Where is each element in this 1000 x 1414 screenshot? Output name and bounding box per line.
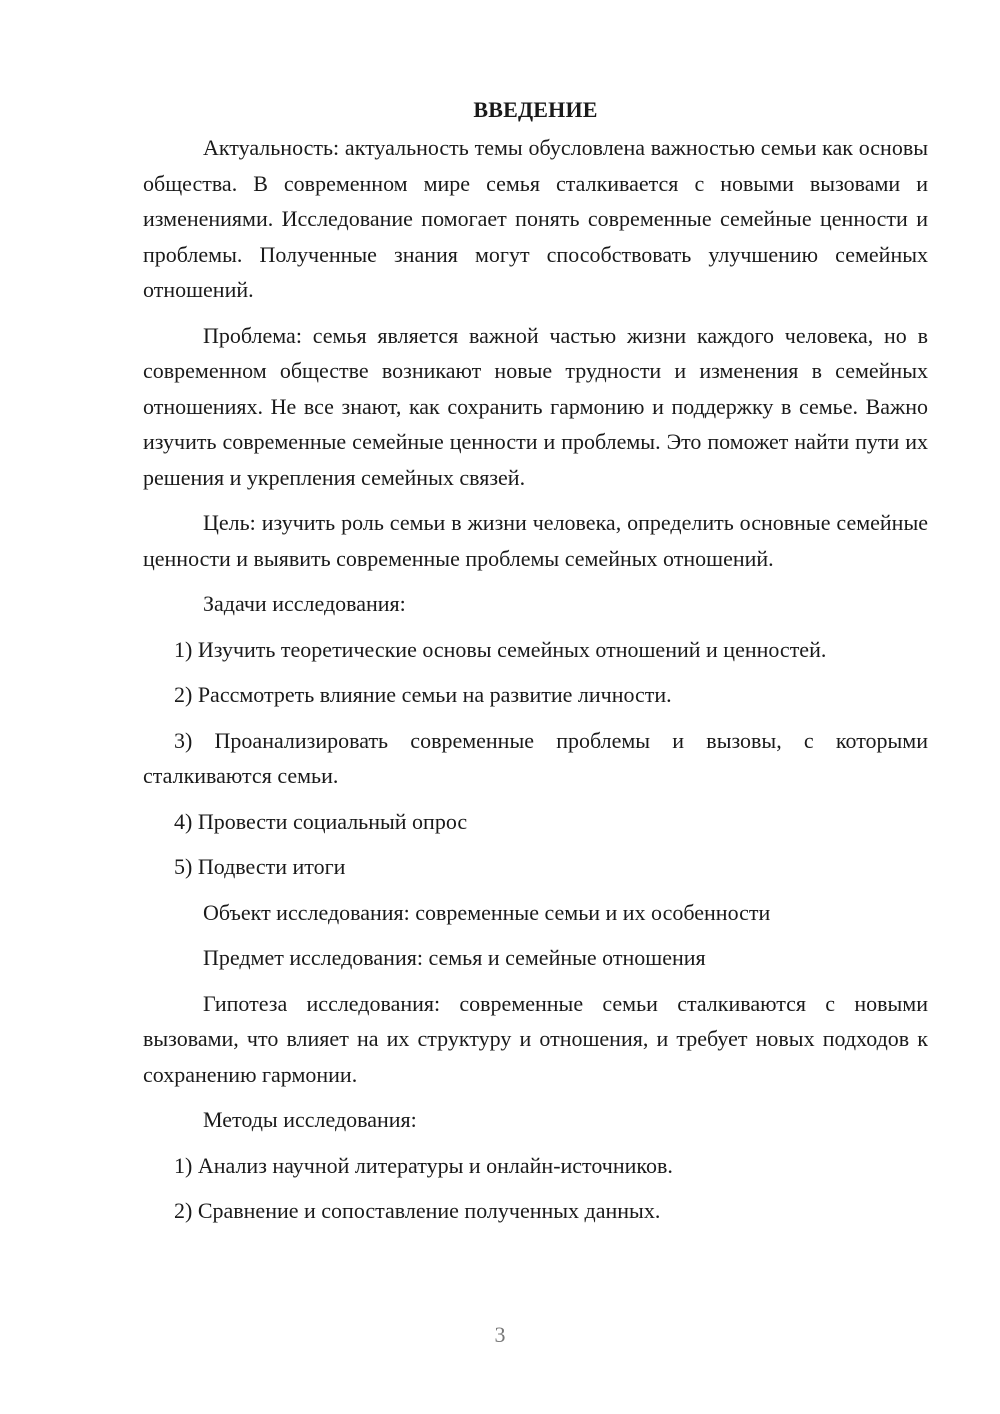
section-heading: ВВЕДЕНИЕ xyxy=(473,97,598,122)
problem-paragraph: Проблема: семья является важной частью жизни каждого человека, но в современном обществе возникают новые трудности и изменения в семейных отношениях. Не все знают, как сохранить гармонию и поддержку в семье. Важно изучить современные семейные ценности и проблемы. Это поможет найти пути их решения и укрепления семейных связей. xyxy=(143,322,928,490)
task-item-3: 3) Проанализировать современные проблемы и вызовы, с которыми сталкиваются семьи. xyxy=(143,727,928,788)
task-item-2: 2) Рассмотреть влияние семьи на развитие личности. xyxy=(174,682,672,707)
task-item-4: 4) Провести социальный опрос xyxy=(174,808,468,834)
method-item-1: 1) Анализ научной литературы и онлайн-источников. xyxy=(174,1152,673,1178)
relevance-paragraph: Актуальность: актуальность темы обусловлена важностью семьи как основы общества. В современном мире семья сталкивается с новыми вызовами и изменениями. Исследование помогает понять современные семейные ценности и проблемы. Полученные знания могут способствовать улучшению семейных отношений. xyxy=(143,135,928,302)
method-item-2: 2) Сравнение и сопоставление полученных данных. xyxy=(174,1198,661,1223)
goal-paragraph: Цель: изучить роль семьи в жизни человека, определить основные семейные ценности и выявить современные проблемы семейных отношений. xyxy=(143,510,928,571)
methods-title: Методы исследования: xyxy=(203,1107,417,1132)
tasks-title: Задачи исследования: xyxy=(203,591,406,616)
document-page xyxy=(143,92,928,1239)
task-item-1: 1) Изучить теоретические основы семейных отношений и ценностей. xyxy=(174,636,827,662)
subject-paragraph: Предмет исследования: семья и семейные отношения xyxy=(203,945,706,970)
hypothesis-paragraph: Гипотеза исследования: современные семьи сталкиваются с новыми вызовами, что влияет на их структуру и отношения, и требует новых подходов к сохранению гармонии. xyxy=(143,990,928,1087)
task-item-5: 5) Подвести итоги xyxy=(174,854,346,879)
page-number: 3 xyxy=(494,1322,506,1347)
object-paragraph: Объект исследования: современные семьи и их особенности xyxy=(203,899,771,925)
